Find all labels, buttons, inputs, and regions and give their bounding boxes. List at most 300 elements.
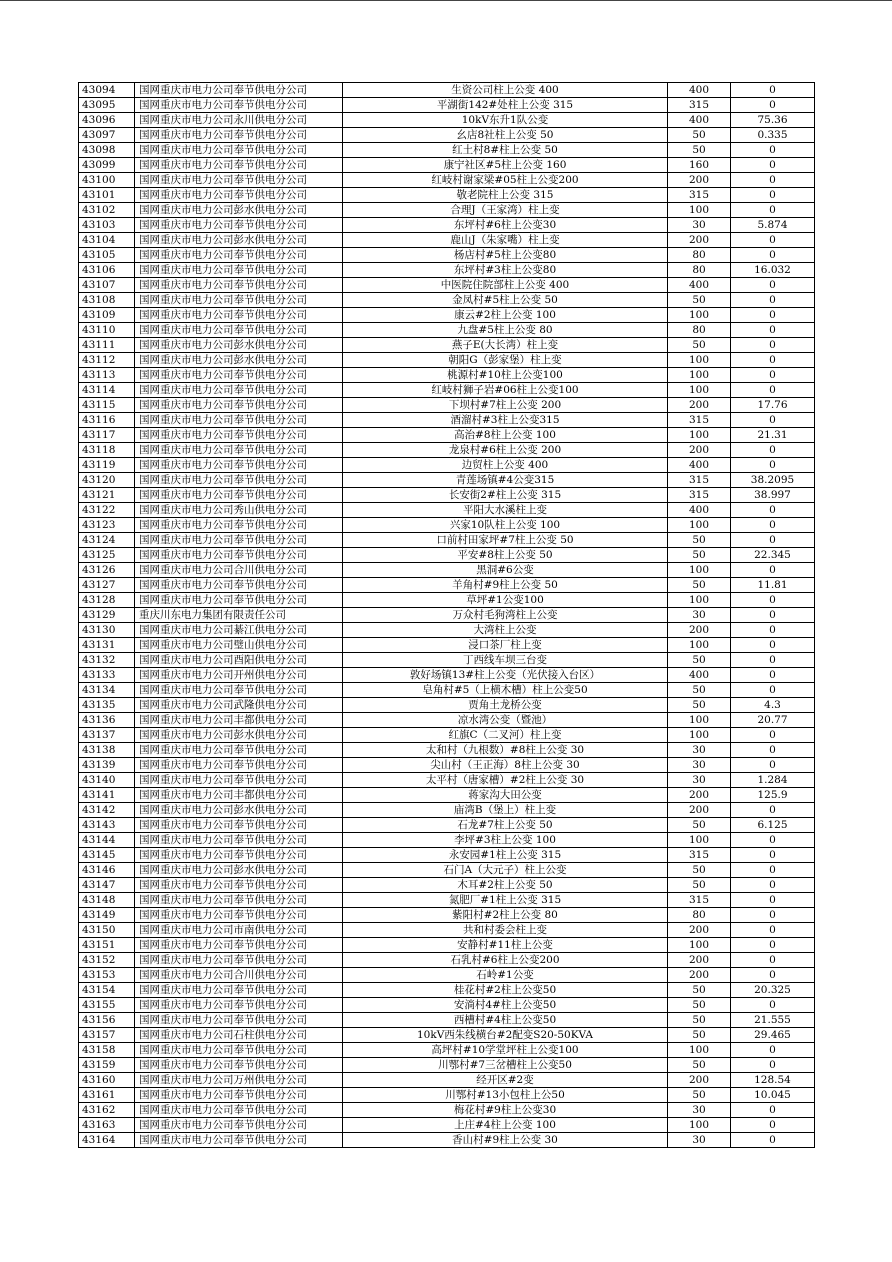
transformer-name-cell: 氮肥厂#1柱上公变 315 (343, 893, 668, 908)
company-cell: 国网重庆市电力公司奉节供电分公司 (135, 413, 343, 428)
transformer-name-cell: 高坪村#10学堂坪柱上公变100 (343, 1043, 668, 1058)
company-cell: 国网重庆市电力公司武隆供电分公司 (135, 698, 343, 713)
value-cell: 0 (731, 323, 815, 338)
value-cell: 16.032 (731, 263, 815, 278)
company-cell: 国网重庆市电力公司丰都供电分公司 (135, 713, 343, 728)
value-cell: 38.997 (731, 488, 815, 503)
table-row (79, 908, 815, 923)
transformer-name-cell: 康云#2柱上公变 100 (343, 308, 668, 323)
value-cell: 0 (731, 653, 815, 668)
company-cell: 国网重庆市电力公司彭水供电分公司 (135, 353, 343, 368)
transformer-name-cell: 梅花村#9柱上公变30 (343, 1103, 668, 1118)
row-id-cell: 43119 (79, 458, 135, 473)
transformer-name-cell: 九盘#5柱上公变 80 (343, 323, 668, 338)
row-id-cell: 43123 (79, 518, 135, 533)
row-id-cell: 43147 (79, 878, 135, 893)
row-id-cell: 43159 (79, 1058, 135, 1073)
capacity-cell: 50 (668, 863, 731, 878)
capacity-cell: 100 (668, 308, 731, 323)
table-row (79, 1043, 815, 1058)
value-cell: 0 (731, 998, 815, 1013)
capacity-cell: 315 (668, 473, 731, 488)
value-cell: 10.045 (731, 1088, 815, 1103)
table-row (79, 98, 815, 113)
capacity-cell: 50 (668, 1058, 731, 1073)
value-cell: 11.81 (731, 578, 815, 593)
table-row (79, 143, 815, 158)
value-cell: 29.465 (731, 1028, 815, 1043)
row-id-cell: 43145 (79, 848, 135, 863)
company-cell: 国网重庆市电力公司奉节供电分公司 (135, 1058, 343, 1073)
row-id-cell: 43164 (79, 1133, 135, 1148)
transformer-name-cell: 香山村#9柱上公变 30 (343, 1133, 668, 1148)
table-row (79, 203, 815, 218)
capacity-cell: 200 (668, 443, 731, 458)
capacity-cell: 30 (668, 743, 731, 758)
row-id-cell: 43144 (79, 833, 135, 848)
table-row (79, 128, 815, 143)
value-cell: 4.3 (731, 698, 815, 713)
value-cell: 0 (731, 758, 815, 773)
company-cell: 国网重庆市电力公司彭水供电分公司 (135, 863, 343, 878)
value-cell: 21.31 (731, 428, 815, 443)
company-cell: 国网重庆市电力公司彭水供电分公司 (135, 233, 343, 248)
company-cell: 国网重庆市电力公司奉节供电分公司 (135, 218, 343, 233)
company-cell: 国网重庆市电力公司奉节供电分公司 (135, 98, 343, 113)
table-row (79, 938, 815, 953)
company-cell: 国网重庆市电力公司奉节供电分公司 (135, 1103, 343, 1118)
value-cell: 0 (731, 443, 815, 458)
company-cell: 国网重庆市电力公司奉节供电分公司 (135, 1013, 343, 1028)
row-id-cell: 43148 (79, 893, 135, 908)
company-cell: 国网重庆市电力公司奉节供电分公司 (135, 533, 343, 548)
table-row (79, 278, 815, 293)
company-cell: 国网重庆市电力公司秀山供电分公司 (135, 503, 343, 518)
company-cell: 国网重庆市电力公司奉节供电分公司 (135, 293, 343, 308)
row-id-cell: 43111 (79, 338, 135, 353)
table-row (79, 158, 815, 173)
company-cell: 国网重庆市电力公司奉节供电分公司 (135, 758, 343, 773)
row-id-cell: 43121 (79, 488, 135, 503)
value-cell: 38.2095 (731, 473, 815, 488)
company-cell: 国网重庆市电力公司奉节供电分公司 (135, 428, 343, 443)
table-row (79, 113, 815, 128)
value-cell: 75.36 (731, 113, 815, 128)
table-row (79, 848, 815, 863)
company-cell: 重庆川东电力集团有限责任公司 (135, 608, 343, 623)
transformer-table (78, 82, 815, 1148)
row-id-cell: 43108 (79, 293, 135, 308)
row-id-cell: 43112 (79, 353, 135, 368)
table-row (79, 218, 815, 233)
transformer-name-cell: 敬老院柱上公变 315 (343, 188, 668, 203)
company-cell: 国网重庆市电力公司奉节供电分公司 (135, 683, 343, 698)
capacity-cell: 50 (668, 698, 731, 713)
table-row (79, 248, 815, 263)
value-cell: 1.284 (731, 773, 815, 788)
capacity-cell: 100 (668, 428, 731, 443)
transformer-name-cell: 安静村#11柱上公变 (343, 938, 668, 953)
company-cell: 国网重庆市电力公司合川供电分公司 (135, 563, 343, 578)
capacity-cell: 315 (668, 413, 731, 428)
row-id-cell: 43129 (79, 608, 135, 623)
value-cell: 0 (731, 1058, 815, 1073)
value-cell: 0 (731, 623, 815, 638)
transformer-name-cell: 尖山村（王正海）8柱上公变 30 (343, 758, 668, 773)
table-row (79, 503, 815, 518)
row-id-cell: 43116 (79, 413, 135, 428)
company-cell: 国网重庆市电力公司奉节供电分公司 (135, 278, 343, 293)
capacity-cell: 400 (668, 503, 731, 518)
value-cell: 0 (731, 98, 815, 113)
transformer-name-cell: 东坪村#6柱上公变30 (343, 218, 668, 233)
transformer-name-cell: 桂花村#2柱上公变50 (343, 983, 668, 998)
company-cell: 国网重庆市电力公司市南供电分公司 (135, 923, 343, 938)
table-row (79, 323, 815, 338)
value-cell: 0 (731, 353, 815, 368)
value-cell: 0 (731, 338, 815, 353)
transformer-name-cell: 杨店村#5柱上公变80 (343, 248, 668, 263)
company-cell: 国网重庆市电力公司奉节供电分公司 (135, 458, 343, 473)
table-row (79, 1118, 815, 1133)
company-cell: 国网重庆市电力公司奉节供电分公司 (135, 893, 343, 908)
value-cell: 0 (731, 1118, 815, 1133)
row-id-cell: 43153 (79, 968, 135, 983)
table-row (79, 863, 815, 878)
row-id-cell: 43118 (79, 443, 135, 458)
row-id-cell: 43138 (79, 743, 135, 758)
capacity-cell: 100 (668, 383, 731, 398)
transformer-name-cell: 木耳#2柱上公变 50 (343, 878, 668, 893)
row-id-cell: 43105 (79, 248, 135, 263)
value-cell: 0 (731, 293, 815, 308)
capacity-cell: 200 (668, 788, 731, 803)
table-row (79, 683, 815, 698)
capacity-cell: 50 (668, 533, 731, 548)
transformer-name-cell: 东坪村#3柱上公变80 (343, 263, 668, 278)
capacity-cell: 30 (668, 1133, 731, 1148)
capacity-cell: 50 (668, 1088, 731, 1103)
table-row (79, 668, 815, 683)
company-cell: 国网重庆市电力公司奉节供电分公司 (135, 443, 343, 458)
transformer-name-cell: 大湾柱上公变 (343, 623, 668, 638)
table-row (79, 878, 815, 893)
row-id-cell: 43158 (79, 1043, 135, 1058)
table-row (79, 893, 815, 908)
table-row (79, 518, 815, 533)
transformer-name-cell: 庙湾B（堡上）柱上变 (343, 803, 668, 818)
row-id-cell: 43095 (79, 98, 135, 113)
transformer-name-cell: 永安园#1柱上公变 315 (343, 848, 668, 863)
company-cell: 国网重庆市电力公司奉节供电分公司 (135, 128, 343, 143)
row-id-cell: 43125 (79, 548, 135, 563)
transformer-name-cell: 高治#8柱上公变 100 (343, 428, 668, 443)
table-row (79, 443, 815, 458)
capacity-cell: 200 (668, 233, 731, 248)
table-row (79, 1133, 815, 1148)
company-cell: 国网重庆市电力公司奉节供电分公司 (135, 173, 343, 188)
value-cell: 0 (731, 968, 815, 983)
row-id-cell: 43132 (79, 653, 135, 668)
value-cell: 20.77 (731, 713, 815, 728)
row-id-cell: 43098 (79, 143, 135, 158)
capacity-cell: 50 (668, 983, 731, 998)
row-id-cell: 43150 (79, 923, 135, 938)
value-cell: 0 (731, 503, 815, 518)
table-row (79, 833, 815, 848)
row-id-cell: 43136 (79, 713, 135, 728)
capacity-cell: 50 (668, 1028, 731, 1043)
table-row (79, 1058, 815, 1073)
value-cell: 0 (731, 683, 815, 698)
transformer-name-cell: 石乳村#6柱上公变200 (343, 953, 668, 968)
capacity-cell: 80 (668, 263, 731, 278)
transformer-name-cell: 下坝村#7柱上公变 200 (343, 398, 668, 413)
row-id-cell: 43100 (79, 173, 135, 188)
row-id-cell: 43140 (79, 773, 135, 788)
value-cell: 0 (731, 413, 815, 428)
capacity-cell: 50 (668, 578, 731, 593)
table-row (79, 293, 815, 308)
row-id-cell: 43146 (79, 863, 135, 878)
value-cell: 22.345 (731, 548, 815, 563)
table-row (79, 743, 815, 758)
transformer-name-cell: 皂角村#5（上横木槽）柱上公变50 (343, 683, 668, 698)
company-cell: 国网重庆市电力公司奉节供电分公司 (135, 1133, 343, 1148)
table-row (79, 1028, 815, 1043)
company-cell: 国网重庆市电力公司奉节供电分公司 (135, 488, 343, 503)
capacity-cell: 200 (668, 803, 731, 818)
company-cell: 国网重庆市电力公司酉阳供电分公司 (135, 653, 343, 668)
capacity-cell: 400 (668, 113, 731, 128)
capacity-cell: 315 (668, 98, 731, 113)
row-id-cell: 43155 (79, 998, 135, 1013)
transformer-name-cell: 草坪#1公变100 (343, 593, 668, 608)
table-row (79, 233, 815, 248)
table-row (79, 953, 815, 968)
transformer-name-cell: 平湖街142#处柱上公变 315 (343, 98, 668, 113)
value-cell: 0 (731, 188, 815, 203)
transformer-name-cell: 合理J（王家湾）柱上变 (343, 203, 668, 218)
table-row (79, 263, 815, 278)
transformer-name-cell: 幺店8社柱上公变 50 (343, 128, 668, 143)
capacity-cell: 400 (668, 278, 731, 293)
table-row (79, 383, 815, 398)
value-cell: 0 (731, 743, 815, 758)
table-row (79, 173, 815, 188)
table-row (79, 818, 815, 833)
capacity-cell: 100 (668, 938, 731, 953)
value-cell: 0 (731, 638, 815, 653)
company-cell: 国网重庆市电力公司彭水供电分公司 (135, 338, 343, 353)
row-id-cell: 43096 (79, 113, 135, 128)
value-cell: 20.325 (731, 983, 815, 998)
row-id-cell: 43154 (79, 983, 135, 998)
capacity-cell: 400 (668, 83, 731, 98)
value-cell: 0 (731, 833, 815, 848)
table-row (79, 488, 815, 503)
table-row (79, 623, 815, 638)
table-row (79, 368, 815, 383)
transformer-name-cell: 羊角村#9柱上公变 50 (343, 578, 668, 593)
row-id-cell: 43124 (79, 533, 135, 548)
table-row (79, 788, 815, 803)
capacity-cell: 315 (668, 188, 731, 203)
transformer-name-cell: 太和村（九根数）#8柱上公变 30 (343, 743, 668, 758)
transformer-name-cell: 青莲场镇#4公变315 (343, 473, 668, 488)
table-row (79, 698, 815, 713)
row-id-cell: 43157 (79, 1028, 135, 1043)
row-id-cell: 43113 (79, 368, 135, 383)
table-body (79, 83, 815, 1148)
table-row (79, 998, 815, 1013)
row-id-cell: 43101 (79, 188, 135, 203)
company-cell: 国网重庆市电力公司石柱供电分公司 (135, 1028, 343, 1043)
value-cell: 0 (731, 863, 815, 878)
capacity-cell: 30 (668, 218, 731, 233)
row-id-cell: 43163 (79, 1118, 135, 1133)
capacity-cell: 50 (668, 1013, 731, 1028)
value-cell: 0 (731, 1133, 815, 1148)
value-cell: 0 (731, 83, 815, 98)
row-id-cell: 43152 (79, 953, 135, 968)
capacity-cell: 80 (668, 323, 731, 338)
value-cell: 0 (731, 893, 815, 908)
value-cell: 0 (731, 518, 815, 533)
row-id-cell: 43115 (79, 398, 135, 413)
value-cell: 125.9 (731, 788, 815, 803)
table-row (79, 578, 815, 593)
value-cell: 0.335 (731, 128, 815, 143)
transformer-name-cell: 太平村（唐家槽）#2柱上公变 30 (343, 773, 668, 788)
transformer-name-cell: 丁西线车坝三台变 (343, 653, 668, 668)
capacity-cell: 100 (668, 563, 731, 578)
value-cell: 0 (731, 563, 815, 578)
value-cell: 0 (731, 848, 815, 863)
capacity-cell: 50 (668, 878, 731, 893)
value-cell: 0 (731, 938, 815, 953)
capacity-cell: 50 (668, 293, 731, 308)
row-id-cell: 43102 (79, 203, 135, 218)
table-row (79, 428, 815, 443)
row-id-cell: 43109 (79, 308, 135, 323)
row-id-cell: 43128 (79, 593, 135, 608)
value-cell: 0 (731, 953, 815, 968)
capacity-cell: 200 (668, 173, 731, 188)
company-cell: 国网重庆市电力公司开州供电分公司 (135, 668, 343, 683)
capacity-cell: 160 (668, 158, 731, 173)
capacity-cell: 30 (668, 758, 731, 773)
row-id-cell: 43161 (79, 1088, 135, 1103)
row-id-cell: 43131 (79, 638, 135, 653)
capacity-cell: 200 (668, 398, 731, 413)
row-id-cell: 43126 (79, 563, 135, 578)
transformer-name-cell: 酒溜村#3柱上公变315 (343, 413, 668, 428)
capacity-cell: 200 (668, 923, 731, 938)
value-cell: 0 (731, 923, 815, 938)
transformer-name-cell: 边贸柱上公变 400 (343, 458, 668, 473)
table-row (79, 608, 815, 623)
company-cell: 国网重庆市电力公司永川供电分公司 (135, 113, 343, 128)
value-cell: 6.125 (731, 818, 815, 833)
company-cell: 国网重庆市电力公司奉节供电分公司 (135, 368, 343, 383)
row-id-cell: 43110 (79, 323, 135, 338)
company-cell: 国网重庆市电力公司奉节供电分公司 (135, 1118, 343, 1133)
table-row (79, 548, 815, 563)
table-row (79, 593, 815, 608)
table-row (79, 338, 815, 353)
value-cell: 0 (731, 908, 815, 923)
row-id-cell: 43103 (79, 218, 135, 233)
row-id-cell: 43122 (79, 503, 135, 518)
value-cell: 0 (731, 533, 815, 548)
capacity-cell: 80 (668, 908, 731, 923)
transformer-name-cell: 红土村8#柱上公变 50 (343, 143, 668, 158)
company-cell: 国网重庆市电力公司奉节供电分公司 (135, 308, 343, 323)
transformer-name-cell: 中医院住院部柱上公变 400 (343, 278, 668, 293)
transformer-name-cell: 石龙#7柱上公变 50 (343, 818, 668, 833)
table-row (79, 353, 815, 368)
transformer-name-cell: 朝阳G（彭家堡）柱上变 (343, 353, 668, 368)
value-cell: 0 (731, 233, 815, 248)
transformer-name-cell: 龙泉村#6柱上公变 200 (343, 443, 668, 458)
value-cell: 0 (731, 173, 815, 188)
value-cell: 0 (731, 803, 815, 818)
transformer-name-cell: 经开区#2变 (343, 1073, 668, 1088)
table-row (79, 728, 815, 743)
row-id-cell: 43149 (79, 908, 135, 923)
row-id-cell: 43120 (79, 473, 135, 488)
capacity-cell: 315 (668, 488, 731, 503)
capacity-cell: 100 (668, 833, 731, 848)
transformer-name-cell: 10kV东升1队公变 (343, 113, 668, 128)
transformer-name-cell: 上庄#4柱上公变 100 (343, 1118, 668, 1133)
row-id-cell: 43137 (79, 728, 135, 743)
capacity-cell: 30 (668, 1103, 731, 1118)
table-row (79, 308, 815, 323)
transformer-name-cell: 康宁社区#5柱上公变 160 (343, 158, 668, 173)
company-cell: 国网重庆市电力公司奉节供电分公司 (135, 398, 343, 413)
company-cell: 国网重庆市电力公司奉节供电分公司 (135, 188, 343, 203)
value-cell: 0 (731, 608, 815, 623)
transformer-name-cell: 黑洞#6公变 (343, 563, 668, 578)
company-cell: 国网重庆市电力公司奉节供电分公司 (135, 83, 343, 98)
company-cell: 国网重庆市电力公司丰都供电分公司 (135, 788, 343, 803)
company-cell: 国网重庆市电力公司奉节供电分公司 (135, 548, 343, 563)
transformer-name-cell: 平安#8柱上公变 50 (343, 548, 668, 563)
transformer-name-cell: 浸口茶厂柱上变 (343, 638, 668, 653)
capacity-cell: 50 (668, 143, 731, 158)
value-cell: 0 (731, 158, 815, 173)
transformer-name-cell: 红岐村谢家梁#05柱上公变200 (343, 173, 668, 188)
transformer-name-cell: 贾角土龙桥公变 (343, 698, 668, 713)
company-cell: 国网重庆市电力公司奉节供电分公司 (135, 323, 343, 338)
company-cell: 国网重庆市电力公司奉节供电分公司 (135, 158, 343, 173)
row-id-cell: 43133 (79, 668, 135, 683)
company-cell: 国网重庆市电力公司奉节供电分公司 (135, 743, 343, 758)
transformer-name-cell: 西槽村#4柱上公变50 (343, 1013, 668, 1028)
transformer-name-cell: 10kV西朱线横台#2配变S20-50KVA (343, 1028, 668, 1043)
transformer-name-cell: 凉水湾公变（暨池） (343, 713, 668, 728)
transformer-name-cell: 燕子E(大长湾）柱上变 (343, 338, 668, 353)
capacity-cell: 100 (668, 203, 731, 218)
row-id-cell: 43151 (79, 938, 135, 953)
capacity-cell: 100 (668, 353, 731, 368)
table-row (79, 773, 815, 788)
transformer-name-cell: 红岐村狮子岩#06柱上公变100 (343, 383, 668, 398)
row-id-cell: 43156 (79, 1013, 135, 1028)
table-row (79, 758, 815, 773)
